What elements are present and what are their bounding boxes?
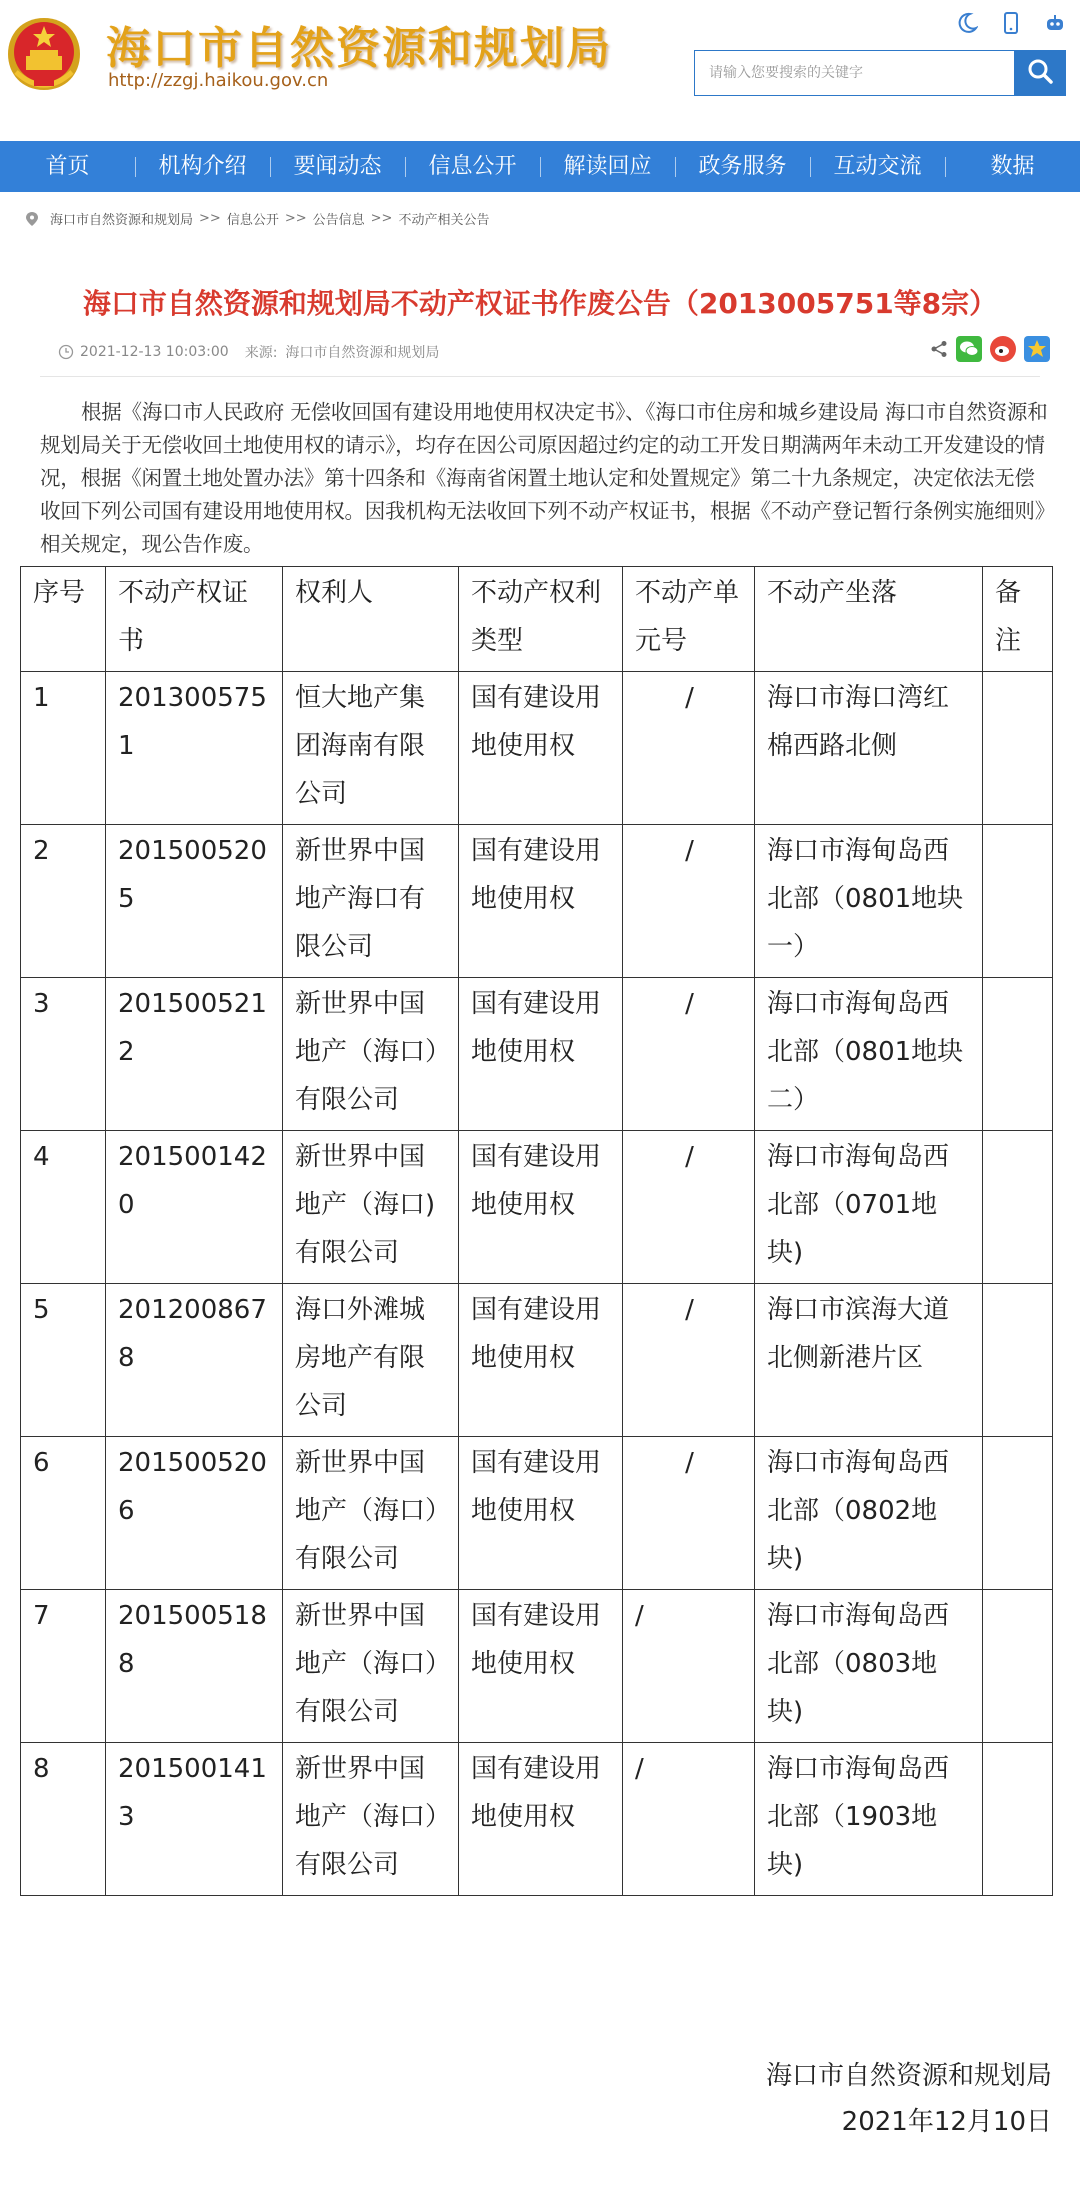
table-cell (983, 1284, 1053, 1437)
table-cell: / (623, 1590, 755, 1743)
table-cell: 恒大地产集团海南有限公司 (283, 672, 459, 825)
table-cell: 新世界中国地产（海口）有限公司 (283, 978, 459, 1131)
search-input[interactable]: 请输入您要搜索的关键字 (694, 50, 1014, 96)
table-cell (983, 825, 1053, 978)
table-cell: / (623, 1437, 755, 1590)
table-cell: 新世界中国地产（海口）有限公司 (283, 1743, 459, 1896)
nav-item-news[interactable]: 要闻动态 (270, 141, 405, 192)
table-cell: / (623, 1131, 755, 1284)
mobile-icon[interactable] (1000, 12, 1022, 34)
table-cell: 7 (21, 1590, 106, 1743)
header-cell: 备注 (983, 567, 1053, 672)
divider (40, 376, 1040, 377)
table-cell: 国有建设用地使用权 (459, 978, 623, 1131)
share-bar (930, 336, 1050, 362)
header-cell: 不动产权证书 (106, 567, 283, 672)
breadcrumb-separator: >> (370, 211, 393, 226)
site-header (0, 0, 1080, 140)
table-cell: 海口市海甸岛西北部（0801地块二） (755, 978, 983, 1131)
search-button[interactable] (1014, 50, 1066, 96)
nav-item-home[interactable]: 首页 (45, 154, 90, 179)
source-label: 来源: (244, 345, 278, 361)
table-row (21, 1284, 1053, 1437)
table-row (21, 825, 1053, 978)
table-cell: 新世界中国地产海口有限公司 (283, 825, 459, 978)
breadcrumb-item-home[interactable]: 海口市自然资源和规划局 (50, 213, 194, 228)
robot-icon[interactable] (1044, 12, 1066, 34)
signature-date: 2021年12月10日 (841, 2107, 1052, 2137)
clock-icon (58, 344, 74, 360)
table-cell: 新世界中国地产（海口）有限公司 (283, 1590, 459, 1743)
table-cell: 2015005206 (106, 1437, 283, 1590)
table-row (21, 672, 1053, 825)
breadcrumb-separator: >> (284, 211, 307, 226)
table-cell (983, 672, 1053, 825)
table-cell: 新世界中国地产（海口)有限公司 (283, 1131, 459, 1284)
table-cell: 1 (21, 672, 106, 825)
site-url[interactable]: http://zzgj.haikou.gov.cn (108, 70, 329, 91)
table-cell: 海口市海甸岛西北部（0701地块) (755, 1131, 983, 1284)
table-cell: 国有建设用地使用权 (459, 1743, 623, 1896)
table-cell: 海口市海口湾红棉西路北侧 (755, 672, 983, 825)
table-cell: / (623, 825, 755, 978)
signature-org: 海口市自然资源和规划局 (765, 2061, 1052, 2091)
table-cell (983, 1590, 1053, 1743)
table-cell: 2015005212 (106, 978, 283, 1131)
table-cell: 海口市海甸岛西北部（1903地块) (755, 1743, 983, 1896)
breadcrumb-item-notices[interactable]: 公告信息 (312, 213, 365, 228)
table-cell: 海口市滨海大道北侧新港片区 (755, 1284, 983, 1437)
nav-item-data[interactable]: 数据 (945, 141, 1080, 192)
table-cell: 国有建设用地使用权 (459, 1590, 623, 1743)
main-nav (0, 141, 1080, 192)
article-title: 海口市自然资源和规划局不动产权证书作废公告（2013005751等8宗） (82, 287, 998, 320)
header-cell: 不动产坐落 (755, 567, 983, 672)
table-cell: 5 (21, 1284, 106, 1437)
weibo-icon[interactable] (990, 336, 1016, 362)
header-cell: 不动产单元号 (623, 567, 755, 672)
table-header-row (21, 567, 1053, 672)
header-cell: 不动产权利类型 (459, 567, 623, 672)
table-cell: 2015001420 (106, 1131, 283, 1284)
table-cell (983, 1131, 1053, 1284)
source-name: 海口市自然资源和规划局 (285, 345, 440, 361)
table-cell: / (623, 978, 755, 1131)
table-cell: / (623, 1743, 755, 1896)
nav-item-about[interactable]: 机构介绍 (135, 141, 270, 192)
table-cell: 2015001413 (106, 1743, 283, 1896)
table-cell: 国有建设用地使用权 (459, 672, 623, 825)
site-title[interactable]: 海口市自然资源和规划局 (106, 23, 612, 74)
nav-item-interaction[interactable]: 互动交流 (810, 141, 945, 192)
table-cell: 海口市海甸岛西北部（0801地块一） (755, 825, 983, 978)
nav-item-disclosure[interactable]: 信息公开 (405, 141, 540, 192)
breadcrumb (26, 209, 489, 228)
nav-item-services[interactable]: 政务服务 (675, 141, 810, 192)
table-cell: 8 (21, 1743, 106, 1896)
table-cell: 2 (21, 825, 106, 978)
table-row (21, 1437, 1053, 1590)
header-cell: 权利人 (283, 567, 459, 672)
table-cell: 海口市海甸岛西北部（0802地块) (755, 1437, 983, 1590)
table-row (21, 1743, 1053, 1896)
table-cell: / (623, 1284, 755, 1437)
intro-paragraph: 根据《海口市人民政府 无偿收回国有建设用地使用权决定书》、《海口市住房和城乡建设局 海口市自然资源和规划局关于无偿收回土地使用权的请示》，均存在因公司原因超过约定的动工开发日期满两年未动工开发建设的情况，根据《闲置土地处置办法》第十四条和《海南省闲置土地认定和处置规定》第二十九条规定，决定依法无偿收回下列公司国有建设用地使用权。因我机构无法收回下列不动产权证书，根据《不动产登记暂行条例实施细则》相关规定，现公告作废。 (40, 400, 1048, 556)
table-cell: 国有建设用地使用权 (459, 1437, 623, 1590)
table-cell: 国有建设用地使用权 (459, 1284, 623, 1437)
table-cell: 国有建设用地使用权 (459, 1131, 623, 1284)
location-pin-icon (26, 212, 38, 226)
table-cell: 海口外滩城房地产有限公司 (283, 1284, 459, 1437)
breadcrumb-item-disclosure[interactable]: 信息公开 (226, 213, 279, 228)
header-cell: 序号 (21, 567, 106, 672)
search-icon (1026, 57, 1054, 89)
table-cell: 2012008678 (106, 1284, 283, 1437)
table-row (21, 978, 1053, 1131)
table-cell: 2015005188 (106, 1590, 283, 1743)
wechat-icon[interactable] (956, 336, 982, 362)
breadcrumb-item-current[interactable]: 不动产相关公告 (398, 213, 490, 228)
table-row (21, 1131, 1053, 1284)
table-cell: 新世界中国地产（海口）有限公司 (283, 1437, 459, 1590)
favorite-star-icon[interactable] (1024, 336, 1050, 362)
table-cell: 3 (21, 978, 106, 1131)
article-meta (58, 342, 439, 362)
table-cell: / (623, 672, 755, 825)
table-cell: 2013005751 (106, 672, 283, 825)
table-cell: 国有建设用地使用权 (459, 825, 623, 978)
nav-item-interpretation[interactable]: 解读回应 (540, 141, 675, 192)
certificate-table (20, 566, 1053, 1896)
publish-date: 2021-12-13 10:03:00 (80, 344, 229, 360)
table-cell: 2015005205 (106, 825, 283, 978)
moon-icon[interactable] (956, 12, 978, 34)
table-cell: 4 (21, 1131, 106, 1284)
table-cell: 海口市海甸岛西北部（0803地块) (755, 1590, 983, 1743)
table-cell (983, 1743, 1053, 1896)
table-row (21, 1590, 1053, 1743)
share-icon[interactable] (930, 340, 948, 358)
emblem-icon[interactable] (4, 12, 84, 96)
table-cell: 6 (21, 1437, 106, 1590)
breadcrumb-separator: >> (199, 211, 221, 226)
table-cell (983, 978, 1053, 1131)
table-cell (983, 1437, 1053, 1590)
